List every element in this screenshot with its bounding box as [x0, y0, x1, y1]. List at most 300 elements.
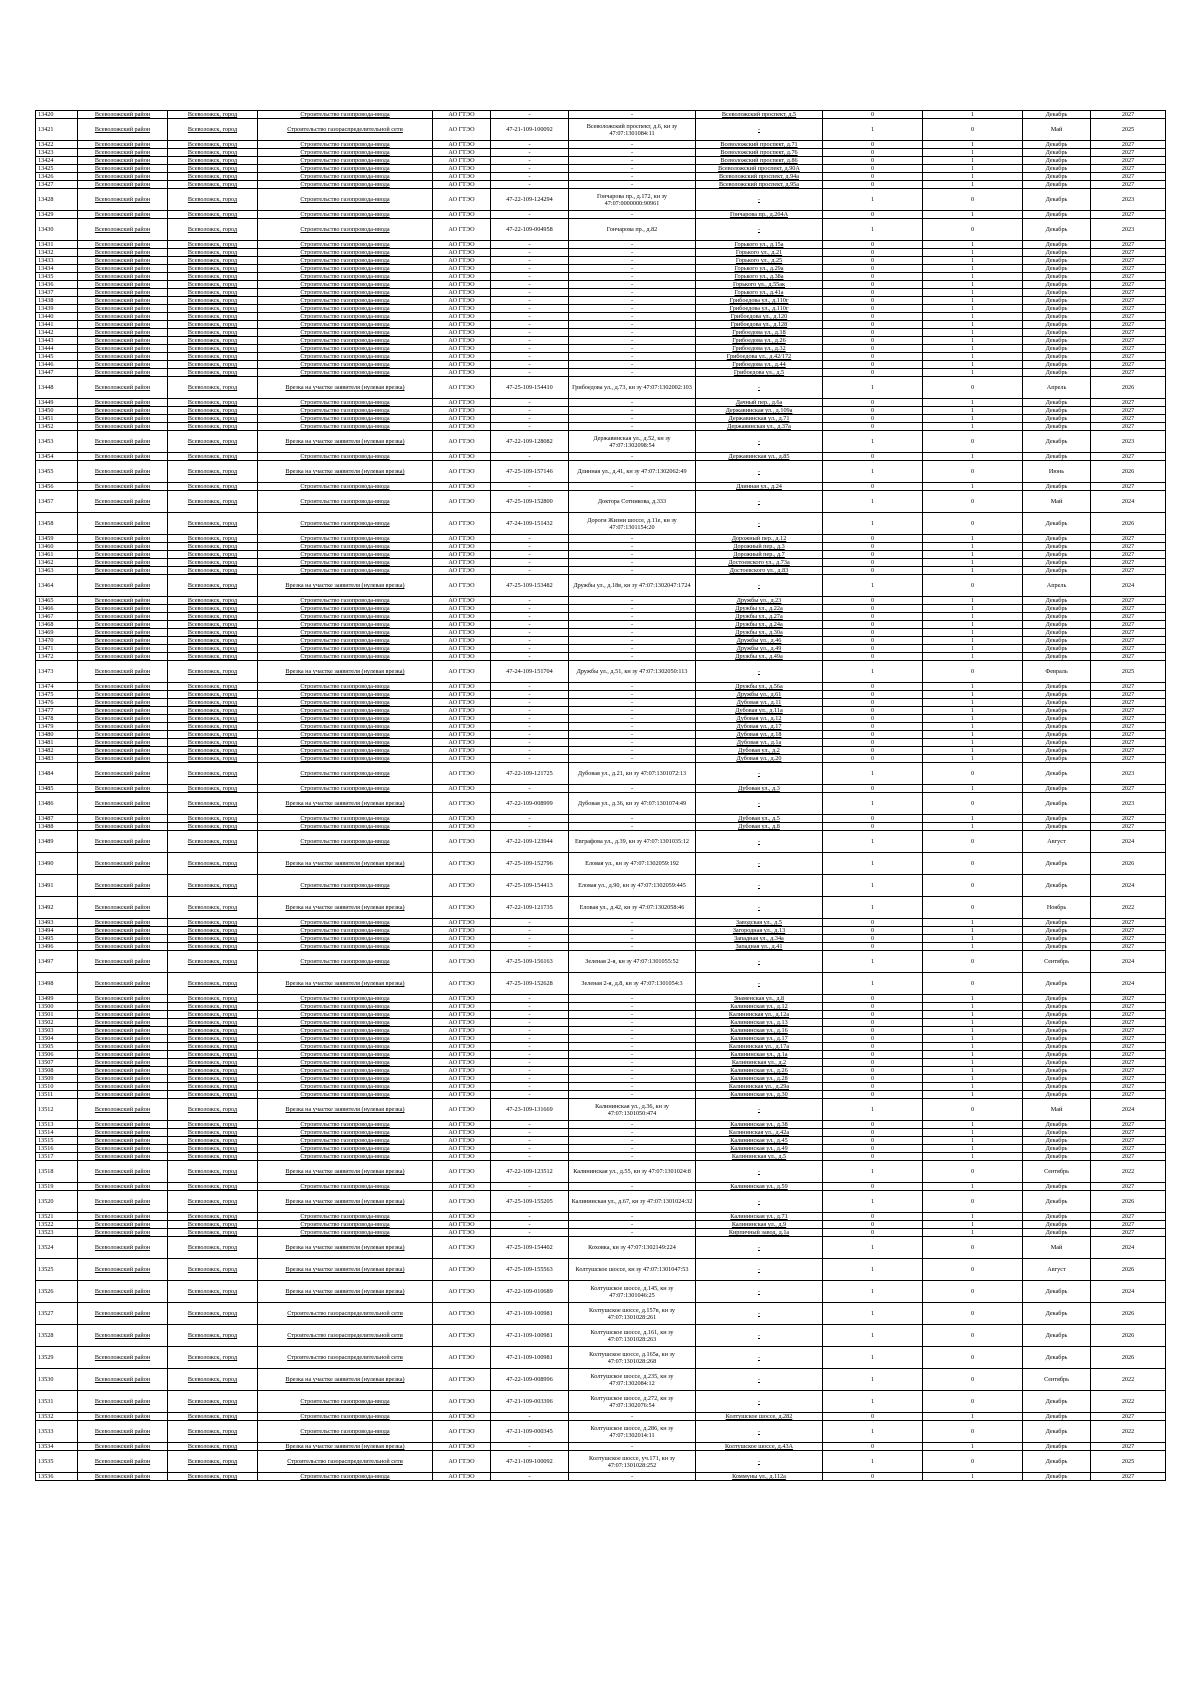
- district-cell: Всеволожский район: [78, 1229, 168, 1237]
- year-cell: 2027: [1091, 173, 1166, 181]
- address-cell: Державинская ул., д.109а: [696, 407, 823, 415]
- count-b-cell: 1: [923, 1003, 1023, 1011]
- district-cell: Всеволожский район: [78, 1075, 168, 1083]
- company-cell: АО ГТЭО: [433, 1019, 491, 1027]
- locality-cell: Всеволожск, город: [168, 927, 258, 935]
- cadastral-address-cell: -: [569, 943, 696, 951]
- company-cell: АО ГТЭО: [433, 313, 491, 321]
- district-cell: Всеволожский район: [78, 1129, 168, 1137]
- count-b-cell: 1: [923, 637, 1023, 645]
- year-cell: 2027: [1091, 483, 1166, 491]
- cadastral-address-cell: -: [569, 551, 696, 559]
- locality-cell: Всеволожск, город: [168, 995, 258, 1003]
- locality-cell: Всеволожск, город: [168, 551, 258, 559]
- row-number-cell: 13431: [36, 241, 78, 249]
- month-cell: Декабрь: [1023, 1325, 1091, 1347]
- cadastral-address-cell: -: [569, 1059, 696, 1067]
- month-cell: Декабрь: [1023, 747, 1091, 755]
- work-type-cell: Строительство газораспределительной сети: [258, 1303, 433, 1325]
- permit-number-cell: -: [491, 935, 569, 943]
- cadastral-address-cell: -: [569, 815, 696, 823]
- count-a-cell: 1: [823, 973, 923, 995]
- count-b-cell: 1: [923, 543, 1023, 551]
- locality-cell: Всеволожск, город: [168, 1019, 258, 1027]
- count-a-cell: 0: [823, 645, 923, 653]
- district-cell: Всеволожский район: [78, 273, 168, 281]
- year-cell: 2025: [1091, 661, 1166, 683]
- table-row: [36, 219, 1166, 241]
- count-a-cell: 0: [823, 1153, 923, 1161]
- count-b-cell: 1: [923, 1229, 1023, 1237]
- table-row: [36, 621, 1166, 629]
- row-number-cell: 13520: [36, 1191, 78, 1213]
- district-cell: Всеволожский район: [78, 645, 168, 653]
- count-b-cell: 1: [923, 1051, 1023, 1059]
- cadastral-address-cell: -: [569, 353, 696, 361]
- count-a-cell: 0: [823, 329, 923, 337]
- table-row: [36, 1129, 1166, 1137]
- row-number-cell: 13442: [36, 329, 78, 337]
- permit-number-cell: -: [491, 483, 569, 491]
- count-a-cell: 1: [823, 763, 923, 785]
- count-b-cell: 0: [923, 1325, 1023, 1347]
- count-a-cell: 1: [823, 1369, 923, 1391]
- table-row: [36, 1191, 1166, 1213]
- work-type-cell: Строительство газопровода-ввода: [258, 1391, 433, 1413]
- cadastral-address-cell: -: [569, 1035, 696, 1043]
- locality-cell: Всеволожск, город: [168, 1003, 258, 1011]
- row-number-cell: 13519: [36, 1183, 78, 1191]
- permit-number-cell: 47-22-109-123944: [491, 831, 569, 853]
- year-cell: 2027: [1091, 699, 1166, 707]
- table-row: [36, 1325, 1166, 1347]
- count-b-cell: 1: [923, 815, 1023, 823]
- permit-number-cell: -: [491, 1137, 569, 1145]
- row-number-cell: 13491: [36, 875, 78, 897]
- work-type-cell: Строительство газопровода-ввода: [258, 1153, 433, 1161]
- district-cell: Всеволожский район: [78, 1237, 168, 1259]
- district-cell: Всеволожский район: [78, 785, 168, 793]
- district-cell: Всеволожский район: [78, 399, 168, 407]
- work-type-cell: Строительство газопровода-ввода: [258, 265, 433, 273]
- month-cell: Декабрь: [1023, 313, 1091, 321]
- permit-number-cell: -: [491, 273, 569, 281]
- locality-cell: Всеволожск, город: [168, 653, 258, 661]
- cadastral-address-cell: -: [569, 935, 696, 943]
- district-cell: Всеволожский район: [78, 1443, 168, 1451]
- permit-number-cell: -: [491, 1229, 569, 1237]
- year-cell: 2027: [1091, 785, 1166, 793]
- permit-number-cell: -: [491, 321, 569, 329]
- year-cell: 2027: [1091, 415, 1166, 423]
- address-cell: Дубовая ул., д.20: [696, 755, 823, 763]
- company-cell: АО ГТЭО: [433, 1145, 491, 1153]
- work-type-cell: Строительство газопровода-ввода: [258, 329, 433, 337]
- permit-number-cell: -: [491, 1221, 569, 1229]
- work-type-cell: Строительство газопровода-ввода: [258, 369, 433, 377]
- count-a-cell: 0: [823, 415, 923, 423]
- company-cell: АО ГТЭО: [433, 747, 491, 755]
- locality-cell: Всеволожск, город: [168, 1137, 258, 1145]
- table-row: [36, 453, 1166, 461]
- company-cell: АО ГТЭО: [433, 289, 491, 297]
- count-b-cell: 1: [923, 715, 1023, 723]
- district-cell: Всеволожский район: [78, 119, 168, 141]
- count-b-cell: 1: [923, 345, 1023, 353]
- address-cell: Дубовая ул., д.3: [696, 785, 823, 793]
- count-a-cell: 0: [823, 1145, 923, 1153]
- count-a-cell: 1: [823, 875, 923, 897]
- address-cell: Знаменская ул., д.8: [696, 995, 823, 1003]
- month-cell: Сентябрь: [1023, 1369, 1091, 1391]
- row-number-cell: 13494: [36, 927, 78, 935]
- table-row: [36, 345, 1166, 353]
- row-number-cell: 13504: [36, 1035, 78, 1043]
- count-a-cell: 0: [823, 551, 923, 559]
- work-type-cell: Строительство газопровода-ввода: [258, 621, 433, 629]
- table-row: [36, 951, 1166, 973]
- permit-number-cell: 47-25-109-157146: [491, 461, 569, 483]
- month-cell: Декабрь: [1023, 141, 1091, 149]
- cadastral-address-cell: -: [569, 1137, 696, 1145]
- cadastral-address-cell: -: [569, 423, 696, 431]
- work-type-cell: Строительство газопровода-ввода: [258, 219, 433, 241]
- address-cell: Достоевского ул., д.73а: [696, 559, 823, 567]
- row-number-cell: 13455: [36, 461, 78, 483]
- month-cell: Декабрь: [1023, 785, 1091, 793]
- locality-cell: Всеволожск, город: [168, 399, 258, 407]
- locality-cell: Всеволожск, город: [168, 951, 258, 973]
- locality-cell: Всеволожск, город: [168, 1075, 258, 1083]
- month-cell: Декабрь: [1023, 1213, 1091, 1221]
- month-cell: Декабрь: [1023, 241, 1091, 249]
- count-a-cell: 0: [823, 369, 923, 377]
- count-a-cell: 0: [823, 361, 923, 369]
- year-cell: 2027: [1091, 1083, 1166, 1091]
- count-a-cell: 0: [823, 345, 923, 353]
- locality-cell: Всеволожск, город: [168, 707, 258, 715]
- year-cell: 2027: [1091, 273, 1166, 281]
- year-cell: 2024: [1091, 951, 1166, 973]
- table-row: [36, 149, 1166, 157]
- address-cell: -: [696, 1099, 823, 1121]
- table-row: [36, 1391, 1166, 1413]
- row-number-cell: 13420: [36, 111, 78, 119]
- locality-cell: Всеволожск, город: [168, 1421, 258, 1443]
- cadastral-address-cell: Колтушское шоссе, д.157в, кн зу 47:07:1301028:261: [569, 1303, 696, 1325]
- count-b-cell: 1: [923, 1183, 1023, 1191]
- address-cell: Грибоедова ул., д.110г: [696, 305, 823, 313]
- district-cell: Всеволожский район: [78, 1043, 168, 1051]
- row-number-cell: 13481: [36, 739, 78, 747]
- year-cell: 2027: [1091, 257, 1166, 265]
- locality-cell: Всеволожск, город: [168, 313, 258, 321]
- row-number-cell: 13450: [36, 407, 78, 415]
- row-number-cell: 13534: [36, 1443, 78, 1451]
- count-a-cell: 1: [823, 1281, 923, 1303]
- month-cell: Май: [1023, 1099, 1091, 1121]
- month-cell: Февраль: [1023, 661, 1091, 683]
- gas-connection-table: [35, 110, 1166, 1481]
- permit-number-cell: -: [491, 369, 569, 377]
- company-cell: АО ГТЭО: [433, 337, 491, 345]
- year-cell: 2023: [1091, 793, 1166, 815]
- permit-number-cell: 47-25-109-152796: [491, 853, 569, 875]
- table-row: [36, 361, 1166, 369]
- district-cell: Всеволожский район: [78, 1303, 168, 1325]
- work-type-cell: Строительство газопровода-ввода: [258, 1051, 433, 1059]
- count-a-cell: 0: [823, 1213, 923, 1221]
- district-cell: Всеволожский район: [78, 173, 168, 181]
- count-b-cell: 1: [923, 605, 1023, 613]
- work-type-cell: Строительство газопровода-ввода: [258, 543, 433, 551]
- work-type-cell: Строительство газопровода-ввода: [258, 715, 433, 723]
- year-cell: 2027: [1091, 1213, 1166, 1221]
- row-number-cell: 13475: [36, 691, 78, 699]
- table-row: [36, 1451, 1166, 1473]
- locality-cell: Всеволожск, город: [168, 715, 258, 723]
- year-cell: 2027: [1091, 1413, 1166, 1421]
- permit-number-cell: 47-25-109-153482: [491, 575, 569, 597]
- permit-number-cell: -: [491, 149, 569, 157]
- company-cell: АО ГТЭО: [433, 1213, 491, 1221]
- address-cell: -: [696, 853, 823, 875]
- work-type-cell: Строительство газопровода-ввода: [258, 785, 433, 793]
- row-number-cell: 13528: [36, 1325, 78, 1347]
- month-cell: Декабрь: [1023, 369, 1091, 377]
- address-cell: Калининская ул., д.12а: [696, 1011, 823, 1019]
- company-cell: АО ГТЭО: [433, 141, 491, 149]
- month-cell: Декабрь: [1023, 415, 1091, 423]
- count-b-cell: 1: [923, 149, 1023, 157]
- locality-cell: Всеволожск, город: [168, 567, 258, 575]
- year-cell: 2024: [1091, 575, 1166, 597]
- month-cell: Декабрь: [1023, 613, 1091, 621]
- count-a-cell: 0: [823, 605, 923, 613]
- company-cell: АО ГТЭО: [433, 273, 491, 281]
- district-cell: Всеволожский район: [78, 361, 168, 369]
- work-type-cell: Строительство газопровода-ввода: [258, 1003, 433, 1011]
- permit-number-cell: -: [491, 755, 569, 763]
- locality-cell: Всеволожск, город: [168, 575, 258, 597]
- address-cell: Горького ул., д.29а: [696, 265, 823, 273]
- work-type-cell: Врезка на участке заявителя (нулевая врезка): [258, 793, 433, 815]
- permit-number-cell: -: [491, 337, 569, 345]
- month-cell: Декабрь: [1023, 763, 1091, 785]
- count-b-cell: 1: [923, 1083, 1023, 1091]
- count-b-cell: 1: [923, 927, 1023, 935]
- address-cell: Горького ул., д.21: [696, 249, 823, 257]
- cadastral-address-cell: -: [569, 453, 696, 461]
- address-cell: Горького ул., д.41а: [696, 289, 823, 297]
- work-type-cell: Строительство газопровода-ввода: [258, 707, 433, 715]
- count-a-cell: 1: [823, 431, 923, 453]
- work-type-cell: Строительство газопровода-ввода: [258, 211, 433, 219]
- year-cell: 2023: [1091, 763, 1166, 785]
- count-a-cell: 1: [823, 853, 923, 875]
- count-a-cell: 0: [823, 337, 923, 345]
- count-a-cell: 0: [823, 111, 923, 119]
- month-cell: Декабрь: [1023, 1347, 1091, 1369]
- row-number-cell: 13434: [36, 265, 78, 273]
- cadastral-address-cell: Еловая ул., кн зу 47:07:1302059:192: [569, 853, 696, 875]
- count-b-cell: 1: [923, 613, 1023, 621]
- company-cell: АО ГТЭО: [433, 353, 491, 361]
- permit-number-cell: 47-22-109-008996: [491, 1369, 569, 1391]
- year-cell: 2024: [1091, 491, 1166, 513]
- table-row: [36, 1281, 1166, 1303]
- work-type-cell: Строительство газопровода-ввода: [258, 353, 433, 361]
- table-row: [36, 181, 1166, 189]
- row-number-cell: 13499: [36, 995, 78, 1003]
- count-a-cell: 0: [823, 1011, 923, 1019]
- permit-number-cell: -: [491, 691, 569, 699]
- table-row: [36, 141, 1166, 149]
- table-row: [36, 683, 1166, 691]
- month-cell: Декабрь: [1023, 535, 1091, 543]
- locality-cell: Всеволожск, город: [168, 1259, 258, 1281]
- month-cell: Декабрь: [1023, 995, 1091, 1003]
- work-type-cell: Строительство газопровода-ввода: [258, 1027, 433, 1035]
- address-cell: Дружбы ул., д.23: [696, 597, 823, 605]
- count-b-cell: 1: [923, 699, 1023, 707]
- row-number-cell: 13463: [36, 567, 78, 575]
- count-b-cell: 1: [923, 1413, 1023, 1421]
- cadastral-address-cell: Гончарова пр., д.82: [569, 219, 696, 241]
- cadastral-address-cell: -: [569, 613, 696, 621]
- count-b-cell: 1: [923, 313, 1023, 321]
- district-cell: Всеволожский район: [78, 1035, 168, 1043]
- locality-cell: Всеволожск, город: [168, 1129, 258, 1137]
- table-row: [36, 119, 1166, 141]
- row-number-cell: 13451: [36, 415, 78, 423]
- work-type-cell: Строительство газопровода-ввода: [258, 831, 433, 853]
- count-b-cell: 1: [923, 683, 1023, 691]
- table-row: [36, 707, 1166, 715]
- permit-number-cell: -: [491, 211, 569, 219]
- month-cell: Декабрь: [1023, 1421, 1091, 1443]
- locality-cell: Всеволожск, город: [168, 415, 258, 423]
- count-a-cell: 0: [823, 1443, 923, 1451]
- work-type-cell: Врезка на участке заявителя (нулевая врезка): [258, 897, 433, 919]
- district-cell: Всеволожский район: [78, 1161, 168, 1183]
- month-cell: Декабрь: [1023, 181, 1091, 189]
- locality-cell: Всеволожск, город: [168, 1221, 258, 1229]
- permit-number-cell: -: [491, 637, 569, 645]
- work-type-cell: Врезка на участке заявителя (нулевая врезка): [258, 973, 433, 995]
- work-type-cell: Врезка на участке заявителя (нулевая врезка): [258, 1099, 433, 1121]
- permit-number-cell: 47-22-109-008999: [491, 793, 569, 815]
- count-b-cell: 1: [923, 1059, 1023, 1067]
- permit-number-cell: -: [491, 1011, 569, 1019]
- work-type-cell: Врезка на участке заявителя (нулевая врезка): [258, 431, 433, 453]
- count-a-cell: 0: [823, 289, 923, 297]
- count-b-cell: 0: [923, 1237, 1023, 1259]
- cadastral-address-cell: Евграфова ул., д.39, кн зу 47:07:1301035:12: [569, 831, 696, 853]
- district-cell: Всеволожский район: [78, 1153, 168, 1161]
- company-cell: АО ГТЭО: [433, 755, 491, 763]
- count-a-cell: 0: [823, 241, 923, 249]
- address-cell: Грибоедова ул., д.32: [696, 345, 823, 353]
- count-a-cell: 0: [823, 755, 923, 763]
- row-number-cell: 13425: [36, 165, 78, 173]
- permit-number-cell: 47-22-109-123512: [491, 1161, 569, 1183]
- company-cell: АО ГТЭО: [433, 1391, 491, 1413]
- row-number-cell: 13457: [36, 491, 78, 513]
- year-cell: 2027: [1091, 407, 1166, 415]
- cadastral-address-cell: Державинская ул., д.52, кн зу 47:07:1302098:54: [569, 431, 696, 453]
- row-number-cell: 13446: [36, 361, 78, 369]
- work-type-cell: Строительство газораспределительной сети: [258, 1325, 433, 1347]
- count-a-cell: 1: [823, 119, 923, 141]
- row-number-cell: 13486: [36, 793, 78, 815]
- district-cell: Всеволожский район: [78, 919, 168, 927]
- count-b-cell: 1: [923, 1221, 1023, 1229]
- row-number-cell: 13495: [36, 935, 78, 943]
- cadastral-address-cell: Доктора Сотникова, д.333: [569, 491, 696, 513]
- address-cell: -: [696, 973, 823, 995]
- row-number-cell: 13487: [36, 815, 78, 823]
- count-b-cell: 1: [923, 567, 1023, 575]
- company-cell: АО ГТЭО: [433, 157, 491, 165]
- cadastral-address-cell: Всеволожский проспект, д.6, кн зу 47:07:1301084:11: [569, 119, 696, 141]
- count-a-cell: 0: [823, 715, 923, 723]
- count-a-cell: 1: [823, 461, 923, 483]
- company-cell: АО ГТЭО: [433, 1473, 491, 1481]
- row-number-cell: 13532: [36, 1413, 78, 1421]
- district-cell: Всеволожский район: [78, 431, 168, 453]
- address-cell: Калининская ул., д.2: [696, 1059, 823, 1067]
- table-row: [36, 257, 1166, 265]
- table-row: [36, 1259, 1166, 1281]
- table-row: [36, 241, 1166, 249]
- district-cell: Всеволожский район: [78, 1121, 168, 1129]
- permit-number-cell: 47-25-109-154402: [491, 1237, 569, 1259]
- work-type-cell: Строительство газопровода-ввода: [258, 739, 433, 747]
- locality-cell: Всеволожск, город: [168, 211, 258, 219]
- row-number-cell: 13529: [36, 1347, 78, 1369]
- table-row: [36, 1347, 1166, 1369]
- month-cell: Декабрь: [1023, 823, 1091, 831]
- address-cell: Дружбы ул., д.46: [696, 637, 823, 645]
- year-cell: 2027: [1091, 181, 1166, 189]
- district-cell: Всеволожский район: [78, 491, 168, 513]
- year-cell: 2027: [1091, 1443, 1166, 1451]
- address-cell: Калининская ул., д.17а: [696, 1043, 823, 1051]
- locality-cell: Всеволожск, город: [168, 1067, 258, 1075]
- address-cell: Дубовая ул., д.11а: [696, 707, 823, 715]
- month-cell: Декабрь: [1023, 1145, 1091, 1153]
- address-cell: Грибоедова ул., д.110г: [696, 297, 823, 305]
- locality-cell: Всеволожск, город: [168, 1183, 258, 1191]
- permit-number-cell: 47-22-109-124294: [491, 189, 569, 211]
- month-cell: Декабрь: [1023, 1091, 1091, 1099]
- district-cell: Всеволожский район: [78, 621, 168, 629]
- cadastral-address-cell: -: [569, 653, 696, 661]
- year-cell: 2027: [1091, 141, 1166, 149]
- permit-number-cell: -: [491, 157, 569, 165]
- count-b-cell: 0: [923, 575, 1023, 597]
- year-cell: 2027: [1091, 815, 1166, 823]
- locality-cell: Всеволожск, город: [168, 943, 258, 951]
- company-cell: АО ГТЭО: [433, 785, 491, 793]
- address-cell: Дорожный пер., д.3: [696, 543, 823, 551]
- count-a-cell: 1: [823, 897, 923, 919]
- company-cell: АО ГТЭО: [433, 1121, 491, 1129]
- count-b-cell: 0: [923, 431, 1023, 453]
- count-a-cell: 0: [823, 597, 923, 605]
- company-cell: АО ГТЭО: [433, 173, 491, 181]
